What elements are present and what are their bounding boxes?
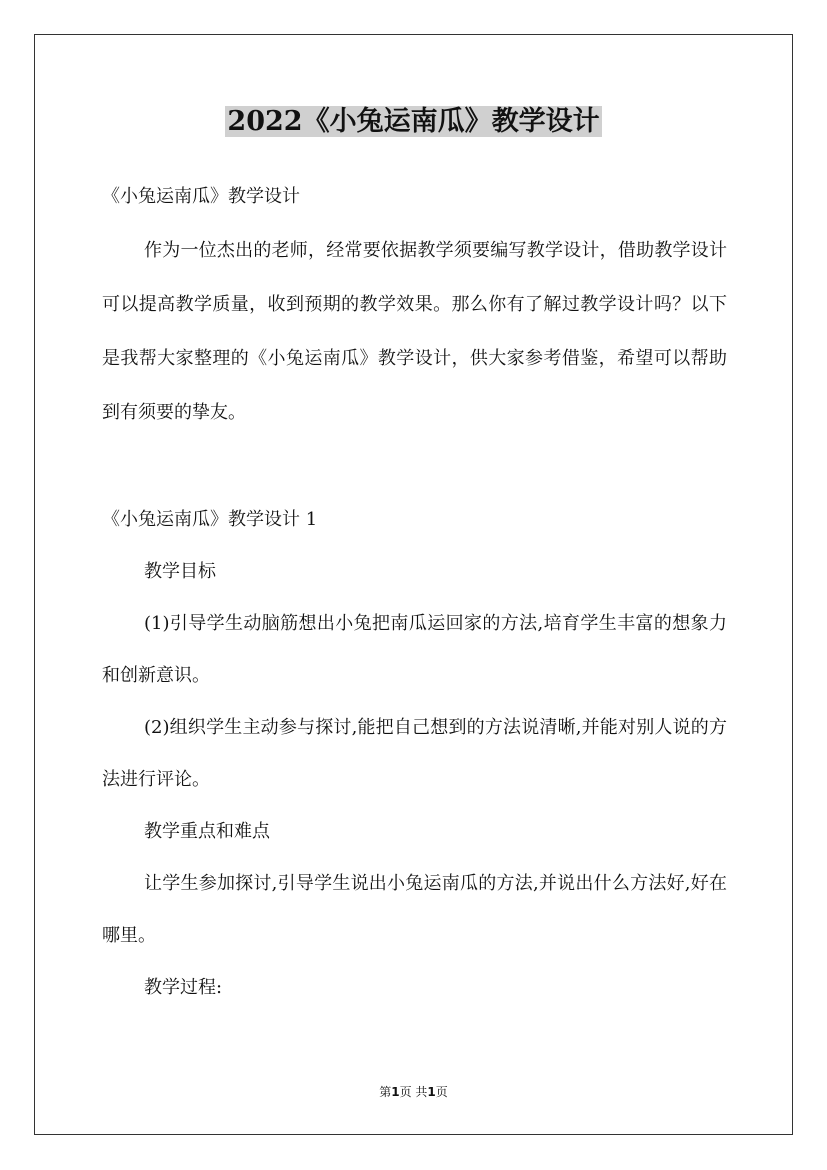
goal-item-1: (1)引导学生动脑筋想出小兔把南瓜运回家的方法,培育学生丰富的想象力和创新意识。 [102, 613, 727, 686]
goal-item-2: (2)组织学生主动参与探讨,能把自己想到的方法说清晰,并能对别人说的方法进行评论。 [102, 717, 727, 790]
section-heading: 《小兔运南瓜》教学设计 1 [102, 509, 318, 530]
document-subtitle: 《小兔运南瓜》教学设计 [102, 186, 300, 207]
document-title-text: 2022《小兔运南瓜》教学设计 [227, 106, 600, 137]
focus-heading: 教学重点和难点 [144, 821, 270, 842]
document-title [0, 100, 827, 144]
footer-page-current: 1 [391, 1085, 400, 1099]
goals-heading: 教学目标 [144, 561, 216, 582]
focus-paragraph: 让学生参加探讨,引导学生说出小兔运南瓜的方法,并说出什么方法好,好在哪里。 [102, 873, 727, 946]
page-footer [0, 1082, 827, 1102]
document-body [102, 170, 727, 1014]
footer-suffix: 页 [435, 1085, 448, 1099]
footer-prefix: 第 [379, 1085, 392, 1099]
intro-paragraph: 作为一位杰出的老师，经常要依据教学须要编写教学设计，借助教学设计可以提高教学质量，收到预期的教学效果。那么你有了解过教学设计吗？以下是我帮大家整理的《小兔运南瓜》教学设计，供大家参考借鉴，希望可以帮助到有须要的挚友。 [102, 240, 727, 423]
footer-page-total: 1 [427, 1085, 436, 1099]
footer-mid: 页 共 [399, 1085, 428, 1099]
process-heading: 教学过程: [144, 977, 223, 998]
